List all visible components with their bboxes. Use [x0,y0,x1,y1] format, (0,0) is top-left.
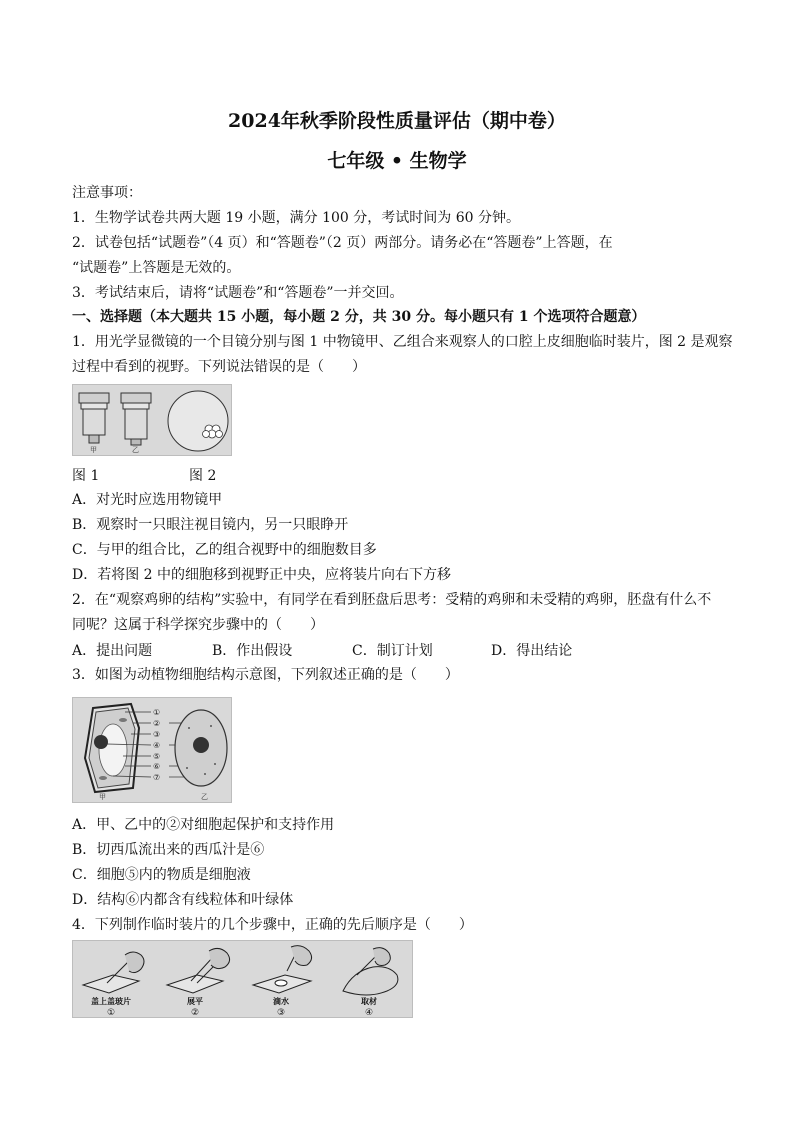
exam-subtitle: 七年级 • 生物学 [327,150,467,172]
q3-stem: 3．如图为动植物细胞结构示意图，下列叙述正确的是（ ） [72,667,459,683]
q3-figure [72,697,232,803]
q1-option-c: C．与甲的组合比，乙的组合视野中的细胞数目多 [72,542,377,558]
q1-option-b: B．观察时一只眼注视目镜内，另一只眼睁开 [72,517,349,533]
q1-caption-fig2: 图 2 [189,468,217,484]
slide-preparation-steps-illustration [73,941,412,1017]
step-4-name: 取材 [361,997,377,1006]
step-take-sample-icon [343,948,398,995]
step-flatten-icon [167,948,230,993]
notice-item-2-cont: “试题卷”上答题是无效的。 [72,260,241,276]
q4-stem: 4．下列制作临时装片的几个步骤中，正确的先后顺序是（ ） [72,917,473,933]
q2-stem-line1: 2．在“观察鸡卵的结构”实验中，有同学在看到胚盘后思考：受精的鸡卵和未受精的鸡卵，胚盘有什么不 [72,592,712,608]
q1-option-d: D．若将图 2 中的细胞移到视野正中央，应将装片向右下方移 [72,567,452,583]
q2-option-d: D．得出结论 [491,643,573,659]
q2-stem-line2: 同呢？这属于科学探究步骤中的（ ） [72,617,324,633]
q2-option-a: A．提出问题 [72,643,153,659]
step-drip-water-icon [253,946,312,993]
q1-caption-fig1: 图 1 [72,468,100,484]
step-3-name: 滴水 [273,997,289,1006]
exam-title: 2024年秋季阶段性质量评估（期中卷） [228,110,566,132]
label-5: ⑤ [153,752,161,761]
step-1-number: ① [106,1008,116,1017]
q1-stem-line2: 过程中看到的视野。下列说法错误的是（ ） [72,359,366,375]
label-3: ③ [153,730,161,739]
q4-figure [72,940,413,1018]
notice-item-1: 1．生物学试卷共两大题 19 小题，满分 100 分，考试时间为 60 分钟。 [72,210,520,226]
plant-cell-label: 甲 [99,793,106,801]
objective-yi-label: 乙 [132,446,139,454]
q3-option-d: D．结构⑥内都含有线粒体和叶绿体 [72,892,294,908]
notice-heading: 注意事项： [72,185,142,201]
q1-stem-line1: 1．用光学显微镜的一个目镜分别与图 1 中物镜甲、乙组合来观察人的口腔上皮细胞临时装片，图 2 是观察 [72,334,733,350]
objective-yi-icon [121,393,151,445]
label-1: ① [153,708,161,717]
label-2: ② [153,719,161,728]
q3-option-a: A．甲、乙中的②对细胞起保护和支持作用 [72,817,335,833]
step-4-number: ④ [364,1008,374,1017]
q2-option-b: B．作出假设 [212,643,293,659]
animal-cell-label: 乙 [201,793,208,801]
cell-structure-illustration [73,698,231,802]
step-coverslip-icon [83,952,144,993]
animal-cell-icon [175,710,227,786]
notice-item-3: 3．考试结束后，请将“试题卷”和“答题卷”一并交回。 [72,285,404,301]
microscope-objectives-illustration [73,385,231,455]
step-3-number: ③ [276,1008,286,1017]
step-2-name: 展平 [187,997,203,1006]
step-2-number: ② [190,1008,200,1017]
objective-jia-icon [79,393,109,443]
label-4: ④ [153,741,161,750]
q1-figure [72,384,232,456]
label-6: ⑥ [153,762,161,771]
objective-jia-label: 甲 [90,446,97,454]
q3-option-b: B．切西瓜流出来的西瓜汁是⑥ [72,842,265,858]
section-heading: 一、选择题（本大题共 15 小题，每小题 2 分，共 30 分。每小题只有 1 个选项符合题意） [72,309,646,325]
step-1-name: 盖上盖玻片 [91,997,131,1006]
field-of-view-icon [168,391,228,451]
q3-option-c: C．细胞⑤内的物质是细胞液 [72,867,251,883]
notice-item-2: 2．试卷包括“试题卷”（4 页）和“答题卷”（2 页）两部分。请务必在“答题卷”上答题，在 [72,235,613,251]
label-7: ⑦ [153,773,161,782]
q1-option-a: A．对光时应选用物镜甲 [72,492,223,508]
q2-option-c: C．制订计划 [352,643,433,659]
plant-cell-icon [85,704,139,792]
